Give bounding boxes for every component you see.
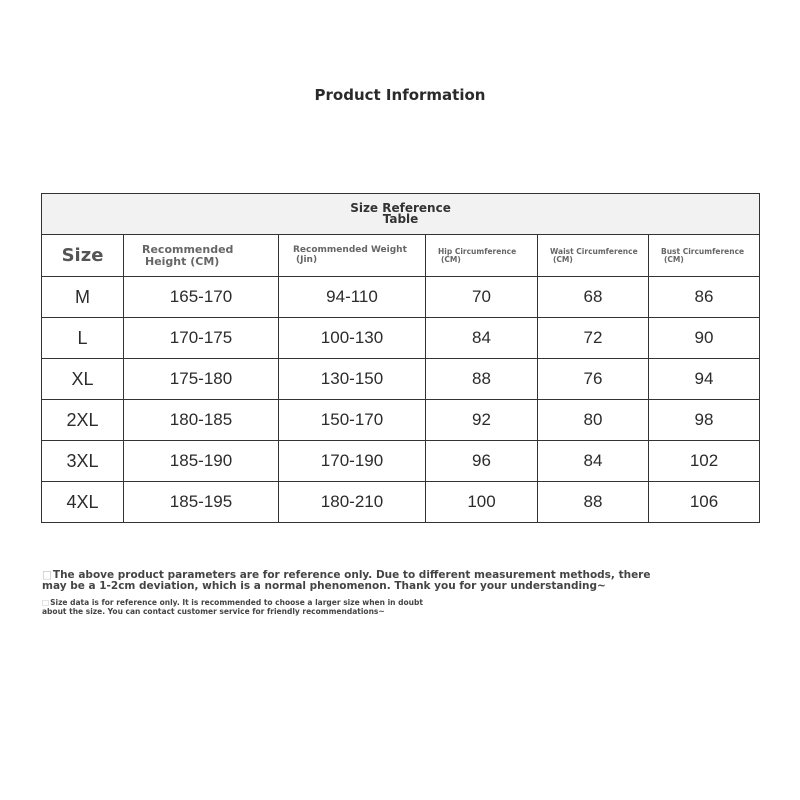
cell-size: 3XL (42, 441, 124, 482)
header-hip (426, 235, 538, 277)
cell-height: 180-185 (124, 400, 279, 441)
header-waist-line2: (CM) (553, 254, 573, 264)
cell-hip: 70 (426, 277, 538, 318)
cell-size: M (42, 277, 124, 318)
cell-weight: 170-190 (279, 441, 426, 482)
cell-waist: 84 (538, 441, 649, 482)
note-size-advice (42, 598, 682, 616)
header-size: Size (42, 235, 124, 277)
cell-size: XL (42, 359, 124, 400)
cell-weight: 130-150 (279, 359, 426, 400)
header-weight (279, 235, 426, 277)
size-reference-table (41, 193, 760, 523)
header-waist (538, 235, 649, 277)
cell-height: 185-190 (124, 441, 279, 482)
cell-bust: 90 (649, 318, 760, 359)
header-weight-line2: (Jin) (296, 254, 318, 265)
cell-height: 165-170 (124, 277, 279, 318)
bullet-icon: □ (42, 569, 52, 581)
cell-hip: 96 (426, 441, 538, 482)
disclaimer-notes (42, 570, 682, 616)
table-caption-line1: Size Reference (350, 201, 451, 215)
header-weight-line1: Recommended Weight (293, 245, 407, 256)
cell-waist: 68 (538, 277, 649, 318)
note2-line2: about the size. You can contact customer service for friendly recommendations~ (42, 607, 385, 616)
header-height (124, 235, 279, 277)
header-bust-line2: (CM) (664, 254, 684, 264)
cell-waist: 76 (538, 359, 649, 400)
cell-weight: 150-170 (279, 400, 426, 441)
table-row (42, 277, 760, 318)
note2-line1: Size data is for reference only. It is recommended to choose a larger size when in doubt (50, 598, 423, 607)
cell-hip: 88 (426, 359, 538, 400)
header-bust (649, 235, 760, 277)
cell-height: 170-175 (124, 318, 279, 359)
cell-size: 2XL (42, 400, 124, 441)
table-row (42, 400, 760, 441)
header-height-line1: Recommended (142, 242, 234, 256)
bullet-icon: □ (42, 598, 50, 607)
note1-line2: may be a 1-2cm deviation, which is a normal phenomenon. Thank you for your understanding~ (42, 580, 606, 592)
cell-bust: 94 (649, 359, 760, 400)
cell-hip: 100 (426, 482, 538, 523)
note1-line1: The above product parameters are for reference only. Due to different measurement methods, there (52, 569, 651, 581)
cell-height: 175-180 (124, 359, 279, 400)
cell-weight: 94-110 (279, 277, 426, 318)
header-height-line2: Height (CM) (145, 254, 220, 268)
cell-hip: 84 (426, 318, 538, 359)
cell-bust: 86 (649, 277, 760, 318)
cell-weight: 180-210 (279, 482, 426, 523)
cell-waist: 80 (538, 400, 649, 441)
cell-waist: 72 (538, 318, 649, 359)
cell-bust: 98 (649, 400, 760, 441)
header-hip-line1: Hip Circumference (438, 246, 517, 256)
cell-weight: 100-130 (279, 318, 426, 359)
cell-waist: 88 (538, 482, 649, 523)
table-caption-line2: Table (382, 212, 419, 226)
table-row (42, 318, 760, 359)
cell-size: L (42, 318, 124, 359)
table-row (42, 441, 760, 482)
header-hip-line2: (CM) (441, 254, 461, 264)
table-row (42, 359, 760, 400)
cell-size: 4XL (42, 482, 124, 523)
table-header-row (42, 235, 760, 277)
note-measurement-deviation (42, 570, 682, 592)
cell-bust: 102 (649, 441, 760, 482)
cell-hip: 92 (426, 400, 538, 441)
cell-bust: 106 (649, 482, 760, 523)
header-bust-line1: Bust Circumference (661, 246, 745, 256)
table-row (42, 482, 760, 523)
table-caption (42, 194, 760, 235)
page-title: Product Information (314, 86, 486, 104)
cell-height: 185-195 (124, 482, 279, 523)
header-waist-line1: Waist Circumference (550, 246, 638, 256)
